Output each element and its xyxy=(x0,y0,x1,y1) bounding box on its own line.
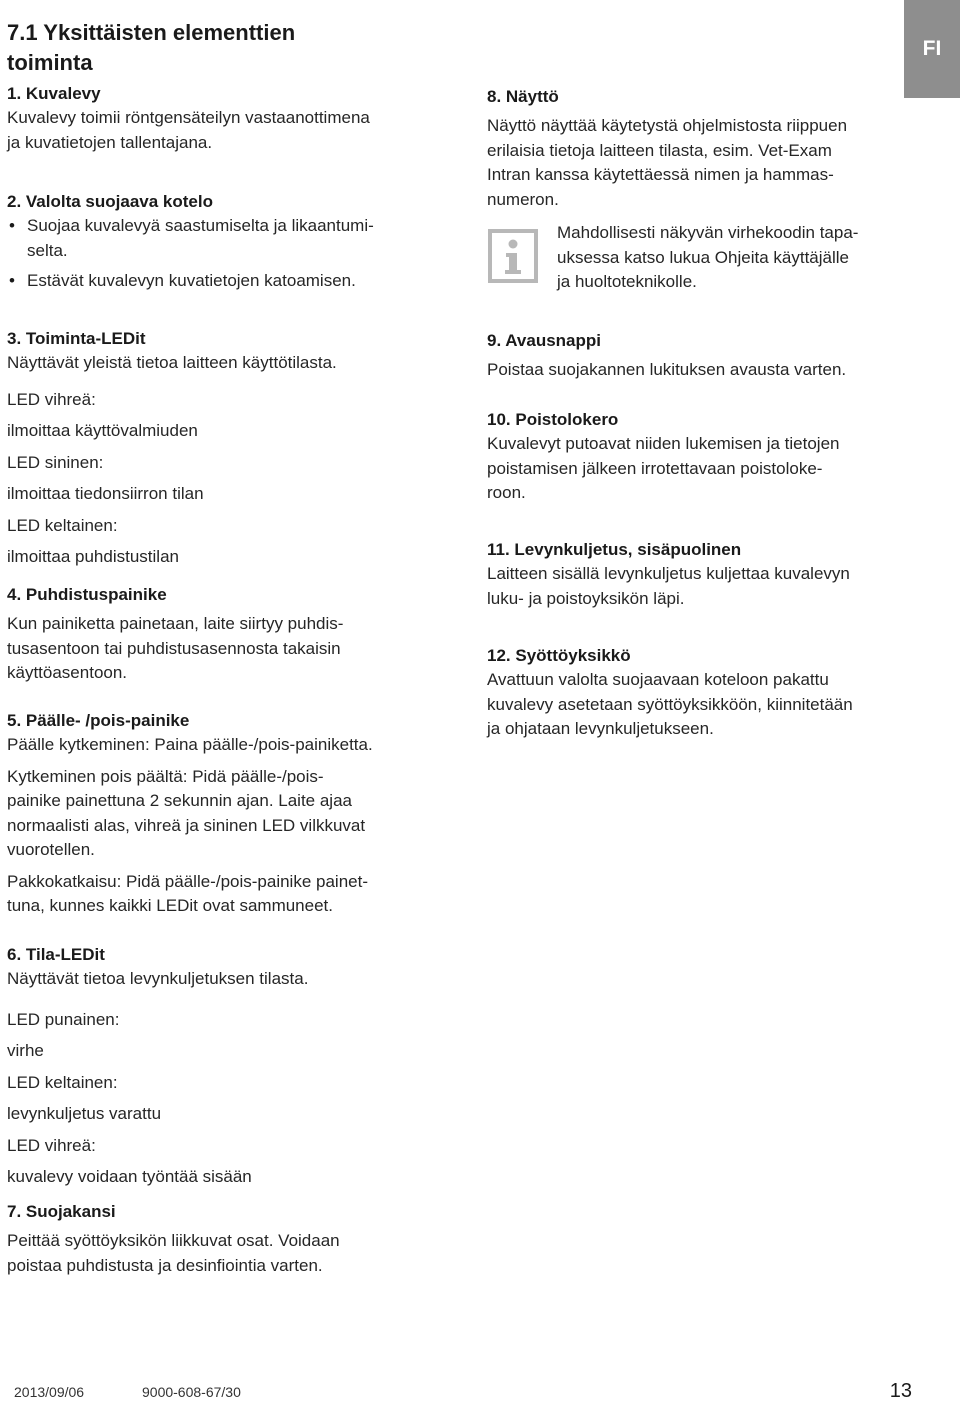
section-heading: 5. Päälle- /pois-painike xyxy=(7,711,190,730)
led-label: LED keltainen: xyxy=(7,515,118,535)
section-heading: 12. Syöttöyksikkö xyxy=(487,646,631,665)
section-syottoyksikko xyxy=(487,644,907,742)
led-label: LED punainen: xyxy=(7,1009,120,1029)
section-text: Näyttö näyttää käytetystä ohjelmistosta riippuen erilaisia tietoja laitteen tilasta, esim. Vet-Exam Intran kanssa käytettäessä nimen ja hammas- numeron. xyxy=(487,116,848,209)
led-description: ilmoittaa puhdistustilan xyxy=(7,547,179,566)
led-entry xyxy=(7,388,447,444)
section-heading: 1. Kuvalevy xyxy=(7,84,101,103)
led-entry xyxy=(7,1008,447,1064)
section-text: Kuvalevy toimii röntgensäteilyn vastaanottimena ja kuvatietojen tallentajana. xyxy=(7,108,370,152)
section-toiminta-ledit xyxy=(7,327,447,570)
led-label: LED sininen: xyxy=(7,452,104,472)
language-code: FI xyxy=(922,37,942,60)
section-levynkuljetus xyxy=(487,538,907,611)
section-heading: 7. Suojakansi xyxy=(7,1202,116,1221)
led-description: ilmoittaa tiedonsiirron tilan xyxy=(7,484,204,503)
section-text: Päälle kytkeminen: Paina päälle-/pois-painiketta. xyxy=(7,735,373,754)
section-naytto xyxy=(487,85,907,212)
section-heading: 11. Levynkuljetus, sisäpuolinen xyxy=(487,540,742,559)
led-entry xyxy=(7,514,447,570)
section-heading: 6. Tila-LEDit xyxy=(7,945,105,964)
led-description: ilmoittaa käyttövalmiuden xyxy=(7,421,198,440)
info-note: Mahdollisesti näkyvän virhekoodin tapa- uksessa katso lukua Ohjeita käyttäjälle ja huoltoteknikolle. xyxy=(557,223,859,291)
section-text: Laitteen sisällä levynkuljetus kuljettaa kuvalevyn luku- ja poistoyksikön läpi. xyxy=(487,564,850,608)
section-text: Näyttävät yleistä tietoa laitteen käyttötilasta. xyxy=(7,353,337,372)
led-label: LED keltainen: xyxy=(7,1072,118,1092)
led-label: LED vihreä: xyxy=(7,389,96,409)
section-heading: 10. Poistolokero xyxy=(487,410,619,429)
section-text: Kytkeminen pois päältä: Pidä päälle-/pois- painike painettuna 2 sekunnin ajan. Laite ajaa normaalisti alas, vihreä ja sininen LED vilkkuvat vuorotellen. xyxy=(7,766,366,859)
page-title: 7.1 Yksittäisten elementtien toiminta xyxy=(7,20,296,75)
section-poistolokero xyxy=(487,408,907,506)
section-puhdistuspainike xyxy=(7,583,447,686)
led-entry xyxy=(7,1134,447,1190)
section-valolta-suojaava-kotelo xyxy=(7,190,447,294)
section-paalle-pois-painike xyxy=(7,709,447,919)
led-label: LED vihreä: xyxy=(7,1135,96,1155)
section-heading: 8. Näyttö xyxy=(487,87,559,106)
section-tila-ledit xyxy=(7,943,447,1190)
section-heading: 2. Valolta suojaava kotelo xyxy=(7,192,213,211)
section-heading: 3. Toiminta-LEDit xyxy=(7,329,146,348)
footer-date: 2013/09/06 xyxy=(14,1384,85,1400)
section-text: Avattuun valolta suojaavaan koteloon pakattu kuvalevy asetetaan syöttöyksikköön, kiinnitetään ja ohjataan levynkuljetukseen. xyxy=(487,670,853,738)
led-entry xyxy=(7,1071,447,1127)
led-description: kuvalevy voidaan työntää sisään xyxy=(7,1167,252,1186)
language-tab xyxy=(904,0,960,98)
section-text: Poistaa suojakannen lukituksen avausta varten. xyxy=(487,360,847,379)
led-description: virhe xyxy=(7,1041,44,1060)
footer-doc-number: 9000-608-67/30 xyxy=(142,1384,241,1400)
section-text: Kun painiketta painetaan, laite siirtyy puhdis- tusasentoon tai puhdistusasennosta takaisin käyttöasentoon. xyxy=(7,614,344,682)
led-entry xyxy=(7,451,447,507)
section-kuvalevy xyxy=(7,82,447,155)
bullet-list xyxy=(7,214,447,294)
page-number: 13 xyxy=(889,1380,912,1402)
section-text: Näyttävät tietoa levynkuljetuksen tilasta. xyxy=(7,969,309,988)
list-item: • Suojaa kuvalevyä saastumiselta ja likaantumi- selta. xyxy=(7,214,447,263)
section-text: Pakkokatkaisu: Pidä päälle-/pois-painike painet- tuna, kunnes kaikki LEDit ovat sammuneet. xyxy=(7,871,368,915)
section-text: Peittää syöttöyksikön liikkuvat osat. Voidaan poistaa puhdistusta ja desinfiointia varten. xyxy=(7,1231,340,1275)
led-description: levynkuljetus varattu xyxy=(7,1104,162,1123)
section-text: Kuvalevyt putoavat niiden lukemisen ja tietojen poistamisen jälkeen irrotettavaan poistoloke- roon. xyxy=(487,434,840,502)
info-icon xyxy=(488,229,538,283)
section-heading: 9. Avausnappi xyxy=(487,331,601,350)
section-suojakansi xyxy=(7,1200,447,1278)
section-avausnappi xyxy=(487,329,927,383)
section-heading: 4. Puhdistuspainike xyxy=(7,585,167,604)
list-item: • Estävät kuvalevyn kuvatietojen katoamisen. xyxy=(7,269,447,294)
